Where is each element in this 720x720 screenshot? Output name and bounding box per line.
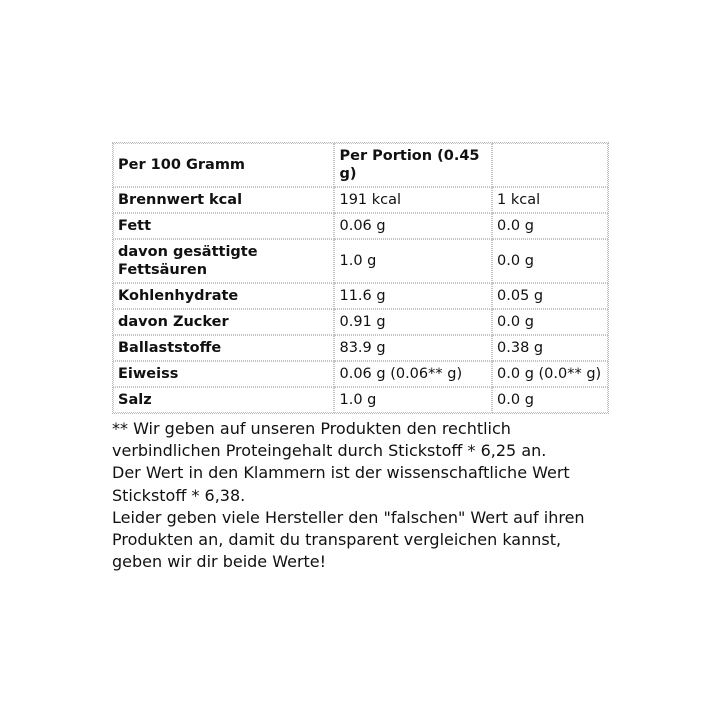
value-per-portion: 0.0 g <box>492 213 608 239</box>
table-row <box>113 239 608 283</box>
table-row <box>113 213 608 239</box>
nutrient-label: davon Zucker <box>113 309 334 335</box>
table-row <box>113 361 608 387</box>
table-row <box>113 187 608 213</box>
nutrient-label: Eiweiss <box>113 361 334 387</box>
value-per-portion: 0.0 g <box>492 239 608 283</box>
nutrient-label: davon gesättigte Fettsäuren <box>113 239 334 283</box>
header-per-100g: Per 100 Gramm <box>113 143 334 187</box>
value-per-100g: 11.6 g <box>334 283 492 309</box>
table-row <box>113 335 608 361</box>
value-per-100g: 1.0 g <box>334 387 492 413</box>
value-per-100g: 0.06 g <box>334 213 492 239</box>
value-per-100g: 1.0 g <box>334 239 492 283</box>
header-per-portion: Per Portion (0.45 g) <box>334 143 492 187</box>
value-per-portion: 0.0 g (0.0** g) <box>492 361 608 387</box>
footnote <box>112 418 612 573</box>
table-row <box>113 283 608 309</box>
value-per-100g: 83.9 g <box>334 335 492 361</box>
nutrient-label: Ballaststoffe <box>113 335 334 361</box>
table-row <box>113 387 608 413</box>
value-per-portion: 0.0 g <box>492 309 608 335</box>
value-per-100g: 191 kcal <box>334 187 492 213</box>
value-per-100g: 0.91 g <box>334 309 492 335</box>
value-per-portion: 0.38 g <box>492 335 608 361</box>
nutrition-info <box>112 142 610 573</box>
nutrient-label: Salz <box>113 387 334 413</box>
value-per-portion: 0.0 g <box>492 387 608 413</box>
nutrition-table <box>112 142 609 414</box>
footnote-comparison-note: Leider geben viele Hersteller den "falschen" Wert auf ihren Produkten an, damit du transparent vergleichen kannst, geben wir dir beide Werte! <box>112 507 585 572</box>
footnote-protein-note: ** Wir geben auf unseren Produkten den rechtlich verbindlichen Proteingehalt durch Stickstoff * 6,25 an. <box>112 419 547 461</box>
nutrient-label: Brennwert kcal <box>113 187 334 213</box>
nutrient-label: Kohlenhydrate <box>113 283 334 309</box>
value-per-portion: 0.05 g <box>492 283 608 309</box>
footnote-brackets-note: Der Wert in den Klammern ist der wissenschaftliche Wert Stickstoff * 6,38. <box>112 463 570 505</box>
table-row <box>113 309 608 335</box>
table-header-row <box>113 143 608 187</box>
value-per-100g: 0.06 g (0.06** g) <box>334 361 492 387</box>
nutrient-label: Fett <box>113 213 334 239</box>
value-per-portion: 1 kcal <box>492 187 608 213</box>
header-empty <box>492 143 608 187</box>
